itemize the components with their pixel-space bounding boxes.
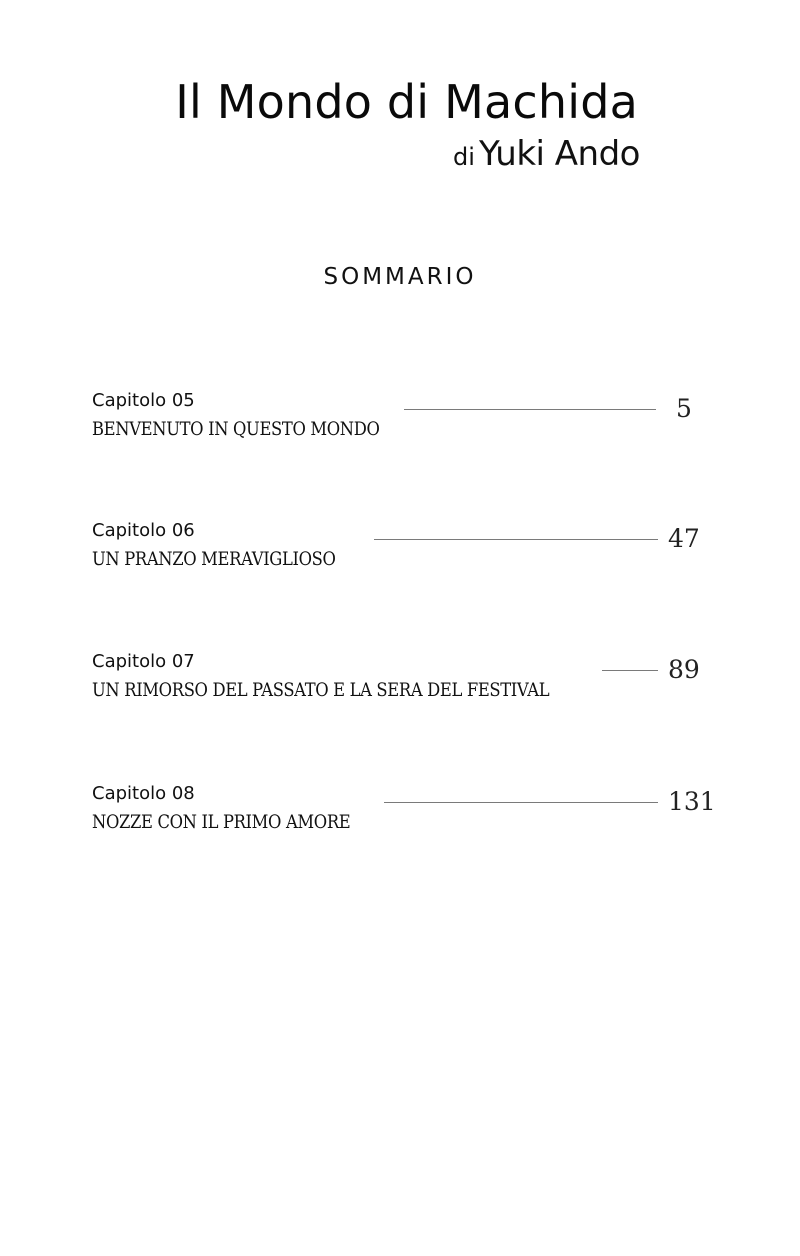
author-prefix: di: [453, 143, 475, 171]
book-title: Il Mondo di Machida: [175, 75, 638, 129]
dot-leader-line: [384, 802, 658, 803]
toc-entry-chapter-06: [92, 520, 712, 580]
chapter-number: Capitolo 05: [92, 390, 195, 411]
chapter-title: NOZZE CON IL PRIMO AMORE: [92, 811, 351, 833]
toc-entry-chapter-07: [92, 651, 712, 711]
toc-entry-chapter-08: [92, 783, 716, 843]
book-author: [0, 134, 640, 174]
chapter-page-number: 89: [668, 655, 700, 684]
chapter-number: Capitolo 08: [92, 783, 195, 804]
chapter-page-number: 47: [668, 524, 700, 553]
toc-entry-chapter-05: [92, 390, 712, 450]
chapter-title: UN RIMORSO DEL PASSATO E LA SERA DEL FESTIVAL: [92, 679, 550, 701]
dot-leader-line: [374, 539, 658, 540]
chapter-number: Capitolo 06: [92, 520, 195, 541]
chapter-number: Capitolo 07: [92, 651, 195, 672]
chapter-title: UN PRANZO MERAVIGLIOSO: [92, 548, 336, 570]
toc-heading: SOMMARIO: [323, 264, 477, 290]
chapter-page-number: 5: [676, 394, 692, 423]
chapter-page-number: 131: [668, 787, 716, 816]
dot-leader-line: [404, 409, 656, 410]
dot-leader-line: [602, 670, 658, 671]
author-name: Yuki Ando: [478, 134, 640, 174]
chapter-title: BENVENUTO IN QUESTO MONDO: [92, 418, 380, 440]
